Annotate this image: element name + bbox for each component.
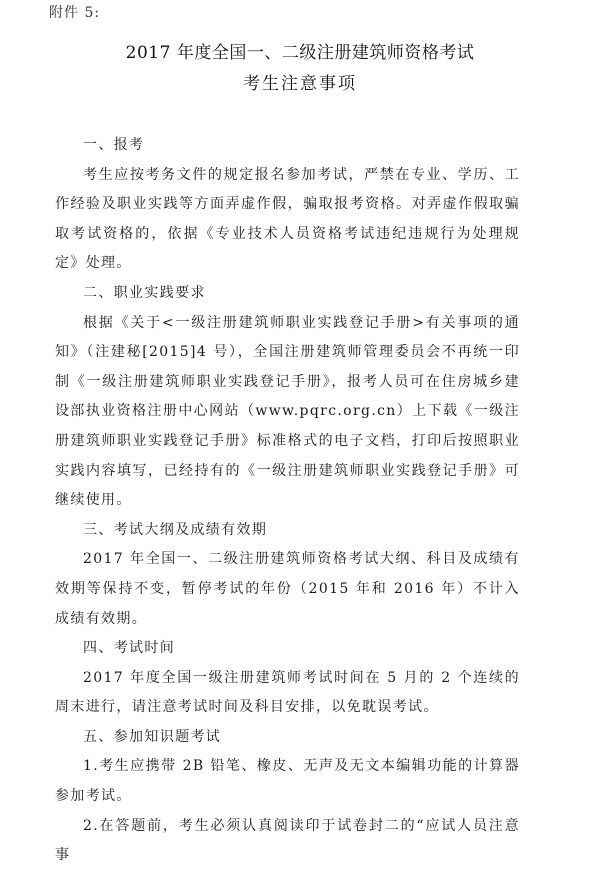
document-subtitle: 考生注意事项 [243, 74, 357, 94]
section-heading: 五、参加知识题考试 [83, 728, 222, 745]
paragraph: 根据《关于<一级注册建筑师职业实践登记手册>有关事项的通知》（注建秘[2015]4 号），全国注册建筑师管理委员会不再统一印制《一级注册建筑师职业实践登记手册》，报考人员可在住房城乡建设部执业资格注册中心网站（www.pqrc.org.cn）上下载《一级注册建筑师职业实践登记手册》标准格式的电子文档，打印后按照职业实践内容填写，已经持有的《一级注册建筑师职业实践登记手册》可继续使用。 [55, 314, 520, 509]
paragraph: 2017 年全国一、二级注册建筑师资格考试大纲、科目及成绩有效期等保持不变，暂停考试的年份（2015 年和 2016 年）不计入成绩有效期。 [55, 551, 520, 627]
section-syllabus-validity [55, 516, 520, 634]
document-body [55, 131, 520, 871]
attachment-label: 附件 5: [49, 5, 101, 21]
paragraph: 2017 年度全国一级注册建筑师考试时间在 5 月的 2 个连续的周末进行，请注意考试时间及科目安排，以免耽误考试。 [55, 669, 520, 716]
section-heading: 二、职业实践要求 [83, 284, 206, 301]
section-registration [55, 131, 520, 279]
section-practice-requirements [55, 279, 520, 516]
paragraph: 2.在答题前，考生必须认真阅读印于试卷封二的“应试人员注意事 [55, 817, 520, 864]
paragraph: 考生应按考务文件的规定报名参加考试，严禁在专业、学历、工作经验及职业实践等方面弄虚作假，骗取报考资格。对弄虚作假取骗取考试资格的，依据《专业技术人员资格考试违纪违规行为处理规定》处理。 [55, 166, 520, 272]
section-heading: 一、报考 [83, 137, 145, 153]
section-exam-time [55, 634, 520, 723]
document-title: 2017 年度全国一、二级注册建筑师资格考试 [125, 43, 475, 63]
section-heading: 四、考试时间 [83, 640, 176, 657]
section-heading: 三、考试大纲及成绩有效期 [83, 521, 268, 538]
section-knowledge-exam [55, 723, 520, 871]
paragraph: 1.考生应携带 2B 铅笔、橡皮、无声及无文本编辑功能的计算器参加考试。 [55, 758, 520, 805]
